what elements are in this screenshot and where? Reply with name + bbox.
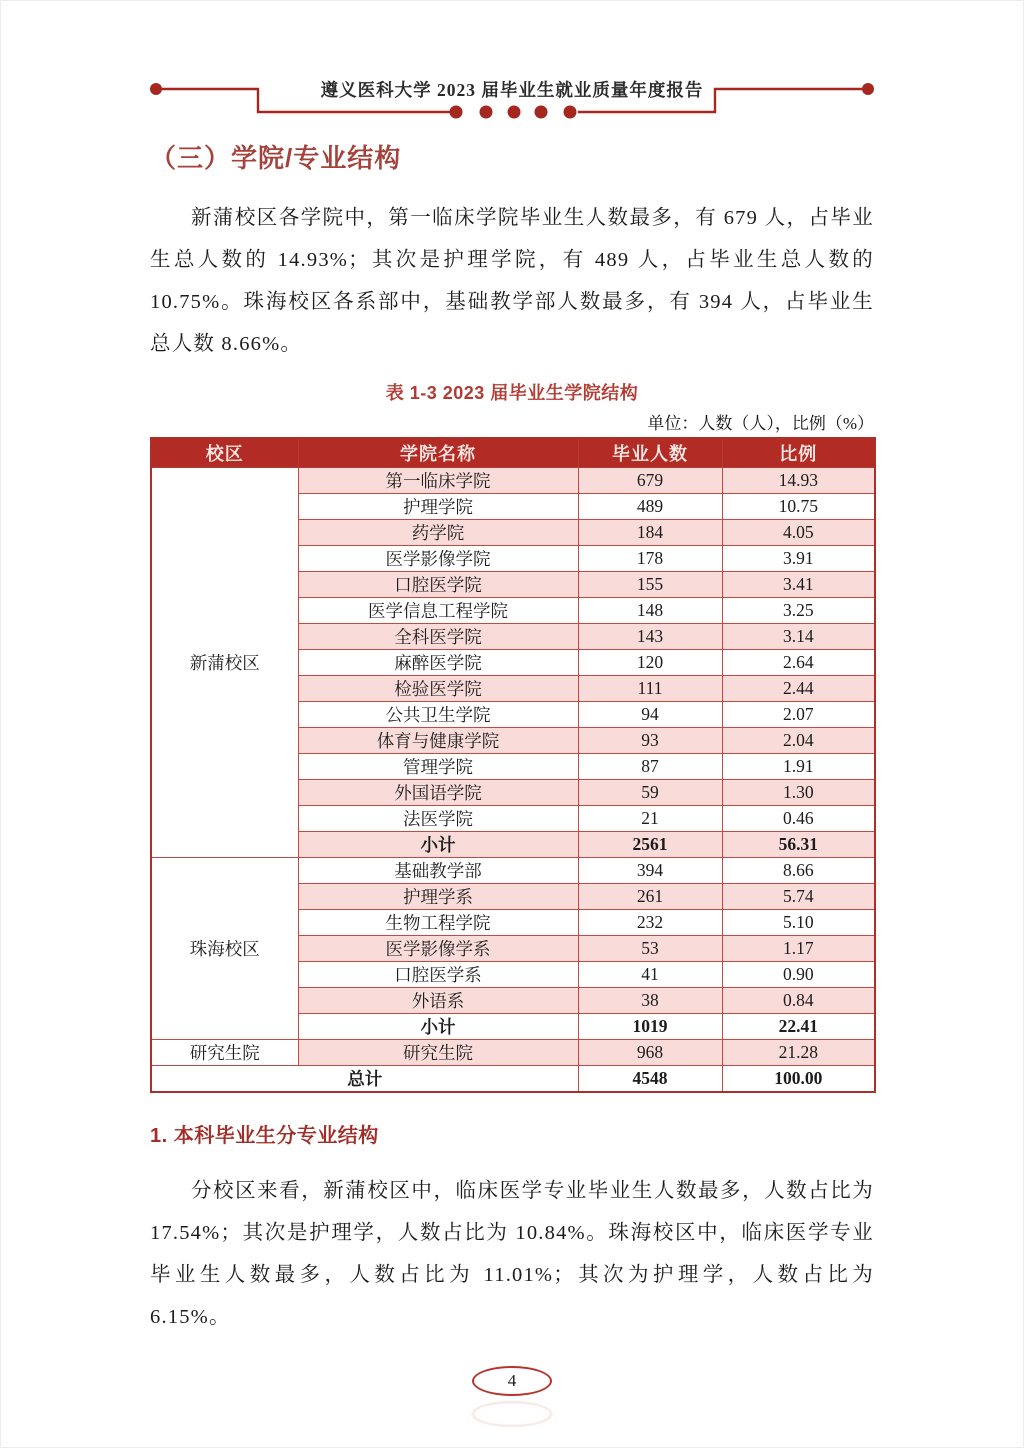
ratio-cell: 5.74 (722, 883, 875, 909)
college-cell: 外国语学院 (298, 779, 578, 805)
ratio-cell: 2.44 (722, 675, 875, 701)
college-cell: 医学影像学系 (298, 935, 578, 961)
count-cell: 59 (578, 779, 722, 805)
column-header: 学院名称 (298, 438, 578, 467)
paragraph-campus-summary: 新蒲校区各学院中，第一临床学院毕业生人数最多，有 679 人，占毕业生总人数的 14.93%；其次是护理学院，有 489 人，占毕业生总人数的 10.75%。珠海校区各系部中，基础教学部人数最多，有 394 人，占毕业生总人数 8.66%。 (150, 207, 874, 355)
count-cell: 41 (578, 961, 722, 987)
college-cell: 口腔医学系 (298, 961, 578, 987)
table-total-row (151, 1065, 875, 1092)
count-cell: 261 (578, 883, 722, 909)
college-cell: 法医学院 (298, 805, 578, 831)
ratio-cell: 4.05 (722, 519, 875, 545)
count-cell: 679 (578, 467, 722, 493)
ratio-cell: 0.84 (722, 987, 875, 1013)
college-cell: 麻醉医学院 (298, 649, 578, 675)
college-cell: 体育与健康学院 (298, 727, 578, 753)
college-cell: 医学影像学院 (298, 545, 578, 571)
count-cell: 184 (578, 519, 722, 545)
college-cell: 口腔医学院 (298, 571, 578, 597)
column-header: 毕业人数 (578, 438, 722, 467)
ratio-cell: 3.41 (722, 571, 875, 597)
college-cell: 第一临床学院 (298, 467, 578, 493)
ratio-cell: 14.93 (722, 467, 875, 493)
table-caption: 表 1-3 2023 届毕业生学院结构 (385, 383, 639, 403)
college-cell: 小计 (298, 831, 578, 857)
page-header (150, 76, 874, 126)
ratio-cell: 21.28 (722, 1039, 875, 1065)
count-cell: 143 (578, 623, 722, 649)
college-cell: 医学信息工程学院 (298, 597, 578, 623)
table-row (151, 467, 875, 493)
ratio-cell: 8.66 (722, 857, 875, 883)
count-cell: 94 (578, 701, 722, 727)
ratio-cell: 0.46 (722, 805, 875, 831)
page-number-badge: 4 (472, 1366, 552, 1396)
ratio-cell: 5.10 (722, 909, 875, 935)
count-cell: 232 (578, 909, 722, 935)
count-cell: 120 (578, 649, 722, 675)
campus-cell: 研究生院 (151, 1039, 298, 1065)
page-footer (0, 1366, 1024, 1429)
table-unit-note: 单位：人数（人），比例（%） (647, 414, 874, 433)
college-cell: 检验医学院 (298, 675, 578, 701)
ratio-cell: 1.30 (722, 779, 875, 805)
count-cell: 38 (578, 987, 722, 1013)
count-cell: 155 (578, 571, 722, 597)
paragraph-major-summary: 分校区来看，新蒲校区中，临床医学专业毕业生人数最多，人数占比为 17.54%；其次是护理学，人数占比为 10.84%。珠海校区中，临床医学专业毕业生人数最多，人数占比为 11.01%；其次为护理学，人数占比为 6.15%。 (150, 1179, 874, 1328)
college-cell: 护理学院 (298, 493, 578, 519)
count-cell: 111 (578, 675, 722, 701)
table-row (151, 1039, 875, 1065)
college-cell: 管理学院 (298, 753, 578, 779)
ratio-cell: 3.14 (722, 623, 875, 649)
college-cell: 药学院 (298, 519, 578, 545)
count-cell: 53 (578, 935, 722, 961)
ratio-cell: 0.90 (722, 961, 875, 987)
section-title: （三）学院/专业结构 (150, 143, 402, 173)
campus-cell: 新蒲校区 (151, 467, 298, 857)
table-row (151, 857, 875, 883)
count-cell: 489 (578, 493, 722, 519)
ratio-cell: 1.17 (722, 935, 875, 961)
total-count-cell: 4548 (578, 1065, 722, 1092)
ratio-cell: 2.04 (722, 727, 875, 753)
table-header-row (151, 438, 875, 467)
count-cell: 178 (578, 545, 722, 571)
ratio-cell: 56.31 (722, 831, 875, 857)
count-cell: 87 (578, 753, 722, 779)
college-cell: 生物工程学院 (298, 909, 578, 935)
ratio-cell: 2.64 (722, 649, 875, 675)
count-cell: 2561 (578, 831, 722, 857)
count-cell: 968 (578, 1039, 722, 1065)
column-header: 校区 (151, 438, 298, 467)
ratio-cell: 22.41 (722, 1013, 875, 1039)
count-cell: 93 (578, 727, 722, 753)
campus-cell: 珠海校区 (151, 857, 298, 1039)
count-cell: 394 (578, 857, 722, 883)
college-cell: 公共卫生学院 (298, 701, 578, 727)
college-cell: 护理学系 (298, 883, 578, 909)
ratio-cell: 3.25 (722, 597, 875, 623)
ratio-cell: 2.07 (722, 701, 875, 727)
column-header: 比例 (722, 438, 875, 467)
ratio-cell: 3.91 (722, 545, 875, 571)
ratio-cell: 10.75 (722, 493, 875, 519)
ratio-cell: 1.91 (722, 753, 875, 779)
total-label-cell: 总计 (151, 1065, 578, 1092)
college-cell: 基础教学部 (298, 857, 578, 883)
count-cell: 1019 (578, 1013, 722, 1039)
college-cell: 全科医学院 (298, 623, 578, 649)
college-cell: 外语系 (298, 987, 578, 1013)
total-ratio-cell: 100.00 (722, 1065, 875, 1092)
college-cell: 小计 (298, 1013, 578, 1039)
count-cell: 21 (578, 805, 722, 831)
subsection-title: 1. 本科毕业生分专业结构 (150, 1124, 379, 1147)
report-title: 遵义医科大学 2023 届毕业生就业质量年度报告 (320, 80, 704, 100)
graduates-by-college-table (150, 437, 876, 1093)
college-cell: 研究生院 (298, 1039, 578, 1065)
count-cell: 148 (578, 597, 722, 623)
page-number-reflection (472, 1401, 552, 1427)
